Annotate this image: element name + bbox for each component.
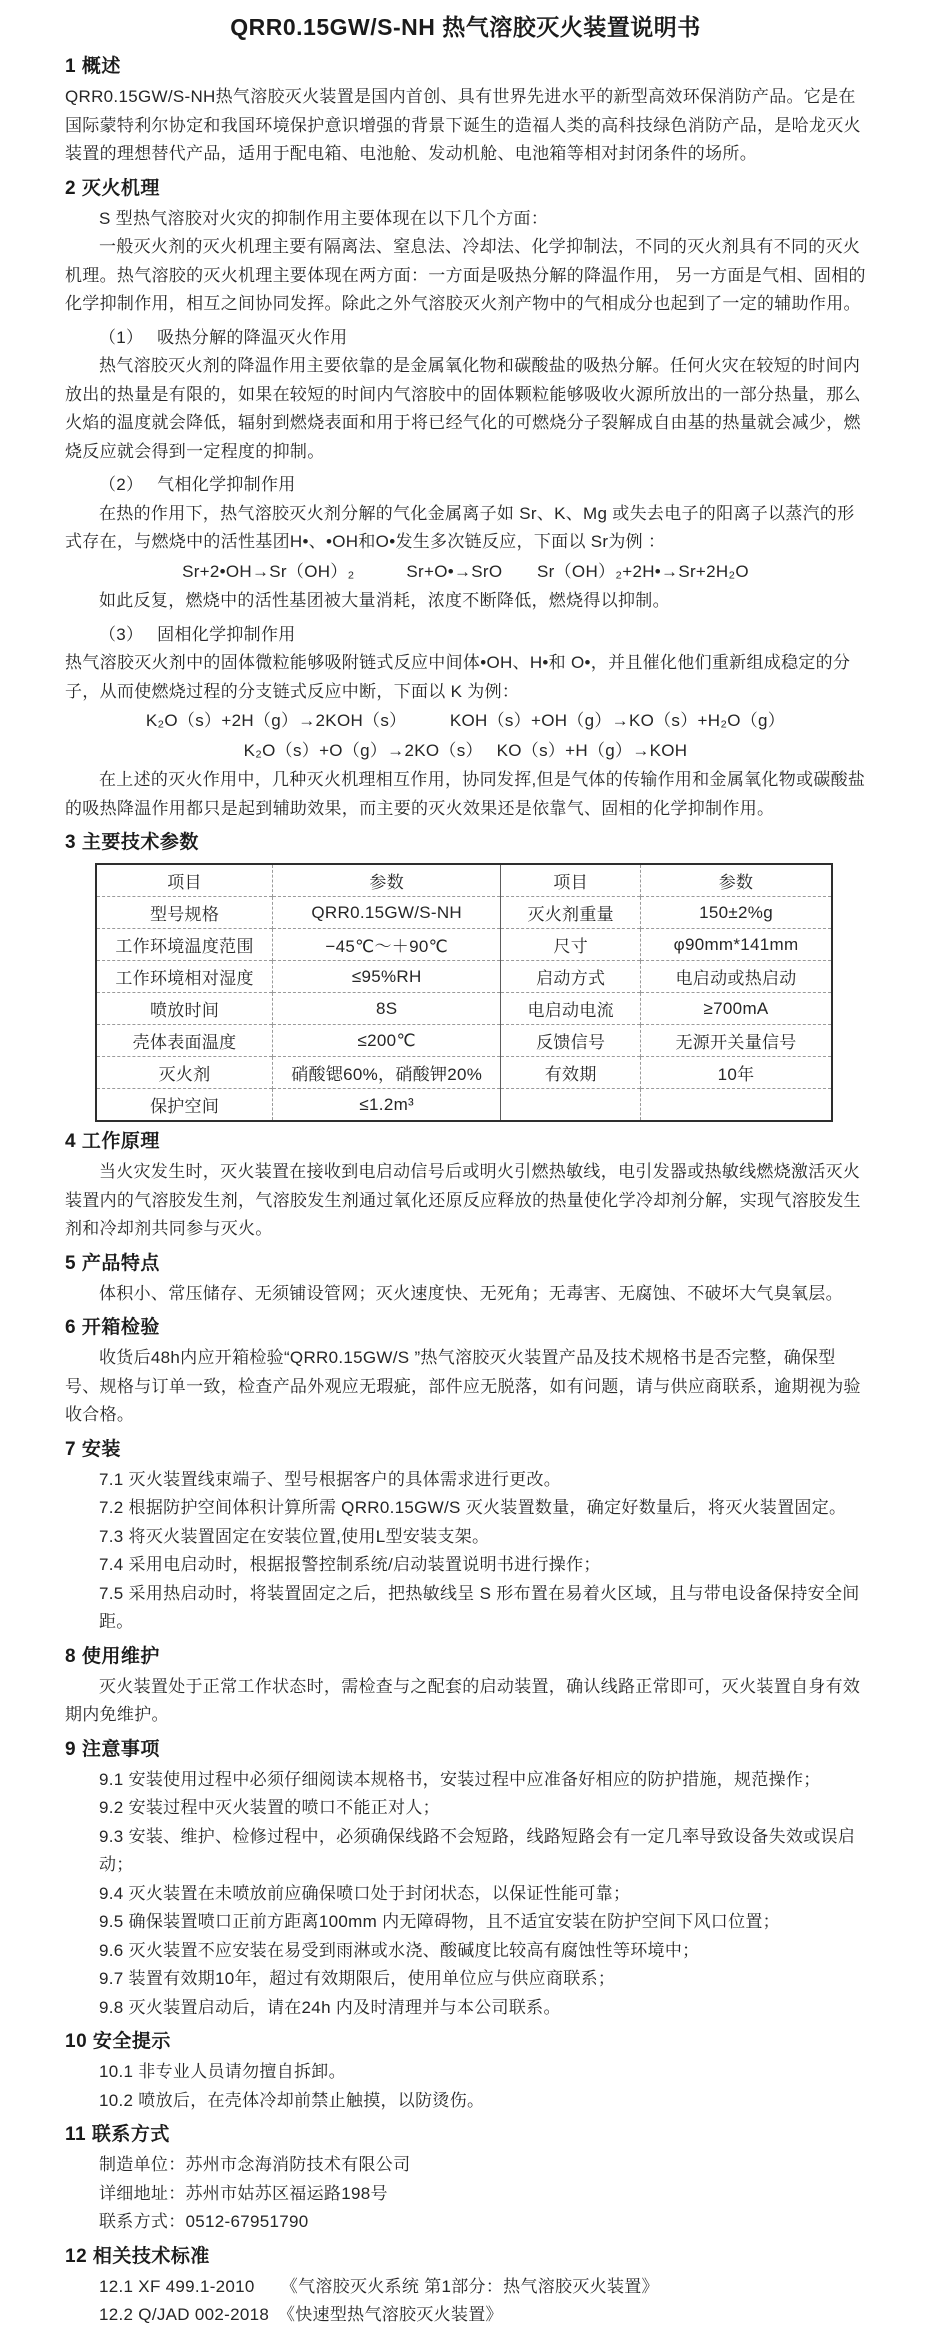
table-cell: 灭火剂 [96,1057,273,1089]
table-cell: 灭火剂重量 [501,897,641,929]
mechanism-subhead-3: （3） 固相化学抑制作用 [99,624,296,644]
install-step: 7.5 采用热启动时，将装置固定之后，把热敏线呈 S 形布置在易着火区域，且与带电设备保持安全间距。 [99,1583,860,1631]
mechanism-summary: 在上述的灭火作用中，几种灭火机理相互作用，协同发挥,但是气体的传输作用和金属氧化物或碳酸盐的吸热降温作用都只是起到辅助效果，而主要的灭火效果还是依靠气、固相的化学抑制作用。 [65,770,866,818]
section-12-heading: 12 相关技术标准 [65,2245,210,2267]
notice-item: 9.2 安装过程中灭火装置的喷口不能正对人； [99,1798,440,1817]
table-cell: 工作环境温度范围 [96,929,273,961]
table-cell: QRR0.15GW/S-NH [273,897,501,929]
chem-equation-k-line2: K₂O（s）+O（g）→2KO（s） KO（s）+H（g）→KOH [243,740,688,760]
section-5-heading: 5 产品特点 [65,1252,160,1274]
install-step: 7.4 采用电启动时，根据报警控制系统/启动装置说明书进行操作； [99,1555,601,1574]
chem-equation-k-line1: K₂O（s）+2H（g）→2KOH（s） KOH（s）+OH（g）→KO（s）+H₂O（g） [145,711,786,730]
table-cell: 工作环境相对湿度 [96,961,273,993]
table-row [96,929,832,961]
contact-phone: 联系方式：0512-67951790 [99,2212,309,2231]
install-step: 7.2 根据防护空间体积计算所需 QRR0.15GW/S 灭火装置数量，确定好数量后，将灭火装置固定。 [99,1498,847,1517]
table-cell: 8S [273,993,501,1025]
notice-item: 9.5 确保装置喷口正前方距离100mm 内无障碍物，且不适宜安装在防护空间下风口位置； [99,1912,780,1931]
table-cell: 启动方式 [501,961,641,993]
safety-item: 10.2 喷放后，在壳体冷却前禁止触摸，以防烫伤。 [99,2090,485,2110]
gas-phase-paragraph: 在热的作用下，热气溶胶灭火剂分解的气化金属离子如 Sr、K、Mg 或失去电子的阳离子以蒸汽的形式存在，与燃烧中的活性基团H•、•OH和O•发生多次链反应，下面以 Sr为例 ： [65,503,855,551]
standard-line: 12.2 Q/JAD 002-2018 《快速型热气溶胶灭火装置》 [99,2305,503,2324]
table-cell: ≥700mA [641,993,832,1025]
table-row [96,864,832,897]
standard-line: 12.1 XF 499.1-2010 《气溶胶灭火系统 第1部分：热气溶胶灭火装置》 [99,2276,659,2296]
table-cell [501,1089,641,1122]
safety-item: 10.1 非专业人员请勿擅自拆卸。 [99,2062,346,2081]
notice-item: 9.1 安装使用过程中必须仔细阅读本规格书，安装过程中应准备好相应的防护措施，规范操作； [99,1769,821,1789]
table-cell: 硝酸锶60%，硝酸钾20% [273,1057,501,1089]
section-9-heading: 9 注意事项 [65,1738,160,1760]
notice-item: 9.8 灭火装置启动后，请在24h 内及时清理并与本公司联系。 [99,1997,561,2017]
unboxing-paragraph: 收货后48h内应开箱检验“QRR0.15GW/S ”热气溶胶灭火装置产品及技术规格书是否完整，确保型号、规格与订单一致，检查产品外观应无瑕疵，部件应无脱落，如有问题，请与供应商联系，逾期视为验收合格。 [65,1348,861,1424]
table-cell: 无源开关量信号 [641,1025,832,1057]
section-4-heading: 4 工作原理 [65,1131,160,1152]
notice-item: 9.3 安装、维护、检修过程中，必须确保线路不会短路，线路短路会有一定几率导致设备失效或误启动； [99,1826,856,1874]
table-header-cell: 参数 [273,864,501,897]
table-cell: ≤200℃ [273,1025,501,1057]
table-cell: 有效期 [501,1057,641,1089]
section-3-heading: 3 主要技术参数 [65,832,199,853]
mechanism-intro: S 型热气溶胶对火灾的抑制作用主要体现在以下几个方面： [99,208,549,228]
notice-item: 9.7 装置有效期10年，超过有效期限后，使用单位应与供应商联系； [99,1969,616,1988]
chem-equation-sr: Sr+2•OH→Sr（OH）₂ Sr+O•→SrO Sr（OH）₂+2H•→Sr+2H₂O [182,561,749,581]
table-cell: 电启动电流 [501,993,641,1025]
table-cell: 尺寸 [501,929,641,961]
section-2-heading: 2 灭火机理 [65,177,160,199]
table-header-cell: 项目 [501,864,641,897]
section-8-heading: 8 使用维护 [65,1645,160,1667]
working-principle-paragraph: 当火灾发生时，灭火装置在接收到电启动信号后或明火引燃热敏线，电引发器或热敏线燃烧激活灭火装置内的气溶胶发生剂，气溶胶发生剂通过氧化还原反应释放的热量使化学冷却剂分解，实现气溶胶发生剂和冷却剂共同参与灭火。 [65,1162,861,1238]
notice-item: 9.6 灭火装置不应安装在易受到雨淋或水浇、酸碱度比较高有腐蚀性等环境中； [99,1940,700,1960]
table-cell: 10年 [641,1057,832,1089]
repeat-paragraph: 如此反复，燃烧中的活性基团被大量消耗，浓度不断降低，燃烧得以抑制。 [99,591,670,610]
install-step: 7.3 将灭火装置固定在安装位置,使用L型安装支架。 [99,1526,490,1546]
mechanism-subhead-1: （1） 吸热分解的降温灭火作用 [99,327,348,347]
table-header-cell: 项目 [167,873,202,892]
table-row [96,993,832,1025]
section-6-heading: 6 开箱检验 [65,1317,160,1338]
document-title: QRR0.15GW/S-NH 热气溶胶灭火装置说明书 [230,14,701,40]
table-cell: ≤1.2m³ [273,1089,501,1122]
table-row [96,961,832,993]
section-7-heading: 7 安装 [65,1438,121,1460]
mechanism-paragraph: 一般灭火剂的灭火机理主要有隔离法、窒息法、冷却法、化学抑制法，不同的灭火剂具有不同的灭火机理。热气溶胶的灭火机理主要体现在两方面：一方面是吸热分解的降温作用， 另一方面是气相、固相的化学抑制作用，相互之间协同发挥。除此之外气溶胶灭火剂产物中的气相成分也起到了一定的辅助作用。 [65,237,866,313]
table-cell: φ90mm*141mm [641,929,832,961]
table-row [96,1025,832,1057]
overview-paragraph: QRR0.15GW/S-NH热气溶胶灭火装置是国内首创、具有世界先进水平的新型高效环保消防产品。它是在国际蒙特利尔协定和我国环境保护意识增强的背景下诞生的造福人类的高科技绿色消防产品，是哈龙灭火装置的理想替代产品，适用于配电箱、电池舱、发动机舱、电池箱等相对封闭条件的场所。 [65,87,861,163]
maintenance-paragraph: 灭火装置处于正常工作状态时，需检查与之配套的启动装置，确认线路正常即可，灭火装置自身有效期内免维护。 [65,1676,861,1724]
table-cell: 型号规格 [96,897,273,929]
table-cell: 保护空间 [96,1089,273,1122]
section-10-heading: 10 安全提示 [65,2031,171,2052]
table-cell: 喷放时间 [96,993,273,1025]
table-cell: 反馈信号 [501,1025,641,1057]
section-11-heading: 11 联系方式 [65,2124,170,2145]
table-cell: ≤95%RH [273,961,501,993]
features-paragraph: 体积小、常压储存、无须铺设管网；灭火速度快、无死角；无毒害、无腐蚀、不破坏大气臭氧层。 [99,1283,843,1303]
cooling-paragraph: 热气溶胶灭火剂的降温作用主要依靠的是金属氧化物和碳酸盐的吸热分解。任何火灾在较短的时间内放出的热量是有限的，如果在较短的时间内气溶胶中的固体颗粒能够吸收火源所放出的一部分热量，那么火焰的温度就会降低，辐射到燃烧表面和用于将已经气化的可燃烧分子裂解成自由基的热量就会减少，燃烧反应就会得到一定程度的抑制。 [65,356,861,461]
table-cell: −45℃～＋90℃ [273,929,501,961]
install-step: 7.1 灭火装置线束端子、型号根据客户的具体需求进行更改。 [99,1469,562,1489]
table-row [96,1089,832,1122]
contact-address: 详细地址：苏州市姑苏区福运路198号 [99,2183,388,2203]
spec-table [95,863,833,1122]
table-row [96,897,832,929]
notice-item: 9.4 灭火装置在未喷放前应确保喷口处于封闭状态，以保证性能可靠； [99,1883,631,1903]
table-cell: 壳体表面温度 [96,1025,273,1057]
table-cell [641,1089,832,1122]
section-1-heading: 1 概述 [65,56,121,77]
table-row [96,1057,832,1089]
table-header-cell: 参数 [641,864,832,897]
contact-manufacturer: 制造单位：苏州市念海消防技术有限公司 [99,2155,411,2174]
solid-phase-paragraph: 热气溶胶灭火剂中的固体微粒能够吸附链式反应中间体•OH、H•和 O•，并且催化他们重新组成稳定的分子，从而使燃烧过程的分支链式反应中断，下面以 K 为例： [65,653,851,701]
table-cell: 电启动或热启动 [641,961,832,993]
table-cell: 150±2%g [641,897,832,929]
mechanism-subhead-2: （2） 气相化学抑制作用 [99,475,296,494]
